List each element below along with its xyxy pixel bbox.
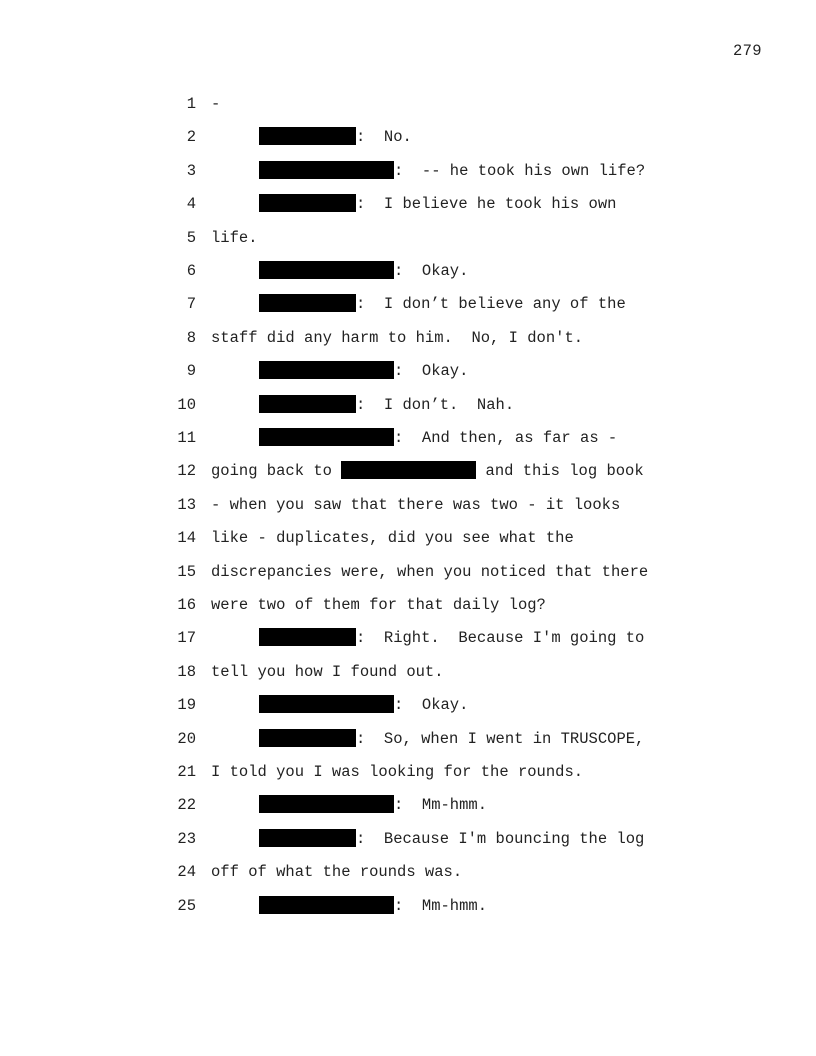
spoken-text: : -- he took his own life?: [394, 162, 646, 180]
spoken-text: : Mm-hmm.: [394, 796, 488, 814]
line-number: 4: [186, 195, 196, 213]
speaker-redaction: [259, 294, 356, 312]
line-number: 18: [177, 663, 196, 681]
line-text: [211, 762, 583, 782]
line-number: 2: [186, 128, 196, 146]
line-text: [259, 127, 412, 147]
speaker-redaction: [259, 695, 394, 713]
speaker-redaction: [259, 628, 356, 646]
spoken-text: : Okay.: [394, 362, 469, 380]
plain-text: like - duplicates, did you see what the: [211, 529, 574, 547]
speaker-redaction: [259, 361, 394, 379]
plain-text: discrepancies were, when you noticed that there: [211, 563, 649, 581]
line-number: 10: [177, 396, 196, 414]
speaker-redaction: [259, 795, 394, 813]
line-number: 23: [177, 830, 196, 848]
spoken-text: : I don’t believe any of the: [356, 295, 626, 313]
speaker-redaction: [259, 395, 356, 413]
line-number: 25: [177, 897, 196, 915]
speaker-redaction: [259, 729, 356, 747]
spoken-text: : And then, as far as -: [394, 429, 618, 447]
line-number: 12: [177, 462, 196, 480]
line-text: [211, 562, 648, 582]
text-after-redaction: and this log book: [476, 462, 644, 480]
line-text: [211, 862, 462, 882]
line-text: [211, 328, 583, 348]
page-number: 279: [733, 42, 762, 60]
line-number: 16: [177, 596, 196, 614]
line-number: 9: [186, 362, 196, 380]
spoken-text: : No.: [356, 128, 412, 146]
line-text: [259, 294, 626, 314]
line-number: 1: [186, 95, 196, 113]
line-text: [211, 228, 258, 248]
line-text: [259, 628, 644, 648]
line-text: [259, 361, 468, 381]
line-number: 5: [186, 229, 196, 247]
line-number: 21: [177, 763, 196, 781]
plain-text: - when you saw that there was two - it looks: [211, 496, 621, 514]
line-text: [211, 595, 546, 615]
spoken-text: : Right. Because I'm going to: [356, 629, 645, 647]
line-text: [211, 461, 644, 481]
speaker-redaction: [259, 896, 394, 914]
line-number: 22: [177, 796, 196, 814]
line-number: 8: [186, 329, 196, 347]
spoken-text: : Okay.: [394, 262, 469, 280]
line-text: [259, 729, 644, 749]
plain-text: were two of them for that daily log?: [211, 596, 546, 614]
line-text: [259, 395, 514, 415]
spoken-text: : So, when I went in TRUSCOPE,: [356, 730, 645, 748]
line-text: [211, 94, 220, 114]
line-number: 3: [186, 162, 196, 180]
plain-text: tell you how I found out.: [211, 663, 444, 681]
line-number: 13: [177, 496, 196, 514]
line-number: 14: [177, 529, 196, 547]
speaker-redaction: [259, 161, 394, 179]
speaker-redaction: [259, 428, 394, 446]
plain-text: life.: [211, 229, 258, 247]
spoken-text: : I don’t. Nah.: [356, 396, 515, 414]
speaker-redaction: [259, 261, 394, 279]
line-number: 6: [186, 262, 196, 280]
line-number: 17: [177, 629, 196, 647]
line-text: [259, 161, 645, 181]
line-number: 20: [177, 730, 196, 748]
plain-text: -: [211, 95, 221, 113]
line-number: 19: [177, 696, 196, 714]
line-text: [259, 829, 644, 849]
plain-text: staff did any harm to him. No, I don't.: [211, 329, 584, 347]
spoken-text: : Mm-hmm.: [394, 897, 488, 915]
spoken-text: : I believe he took his own: [356, 195, 617, 213]
line-text: [211, 528, 574, 548]
text-before-redaction: going back to: [211, 462, 342, 480]
speaker-redaction: [259, 829, 356, 847]
line-text: [259, 261, 468, 281]
line-text: [259, 795, 487, 815]
spoken-text: : Because I'm bouncing the log: [356, 830, 645, 848]
line-number: 24: [177, 863, 196, 881]
line-number: 15: [177, 563, 196, 581]
speaker-redaction: [259, 194, 356, 212]
line-number: 11: [177, 429, 196, 447]
inline-redaction: [341, 461, 476, 479]
line-text: [259, 896, 487, 916]
plain-text: off of what the rounds was.: [211, 863, 463, 881]
line-text: [211, 662, 444, 682]
line-text: [259, 428, 617, 448]
line-number: 7: [186, 295, 196, 313]
line-text: [211, 495, 620, 515]
plain-text: I told you I was looking for the rounds.: [211, 763, 584, 781]
line-text: [259, 695, 468, 715]
spoken-text: : Okay.: [394, 696, 469, 714]
speaker-redaction: [259, 127, 356, 145]
line-text: [259, 194, 616, 214]
